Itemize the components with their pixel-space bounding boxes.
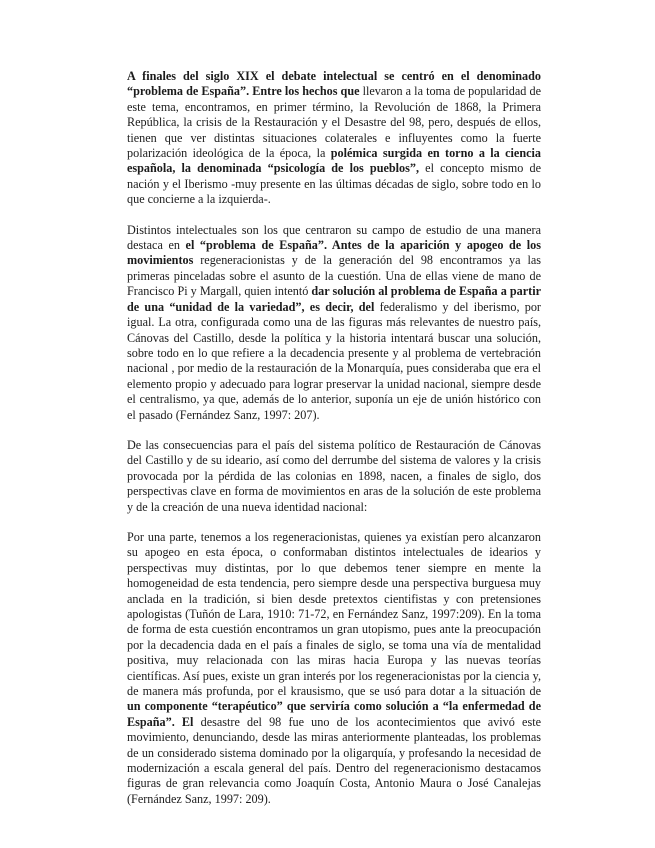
text-run-bold: dar solución al problema de España a partir de una “unidad de la variedad”, es decir, del <box>127 284 541 314</box>
text-run-bold: el “problema de España”. Antes de la aparición y apogeo de los movimientos <box>127 238 541 268</box>
paragraph <box>127 530 541 807</box>
text-run: llevaron a la toma de popularidad de este tema, encontramos, en primer término, la Revolución de 1868, la Primera República, la crisis de la Restauración y el Desastre del 98, pero, después de ellos, tienen que ver distintas situaciones colaterales e influyentes como la fuerte polarización ideológica de la época, la <box>127 84 541 161</box>
text-run-bold: A finales del siglo XIX el debate intelectual se centró en el denominado “problema de España”. Entre los hechos que <box>127 69 541 99</box>
document-text-block <box>127 69 541 807</box>
text-run: regeneracionistas y de la generación del 98 encontramos ya las primeras pinceladas sobre el asunto de la cuestión. Una de ellas viene de mano de Francisco Pi y Margall, quien intentó <box>127 253 541 299</box>
text-run: federalismo y del iberismo, por igual. La otra, configurada como una de las figuras más relevantes de nuestro país, Cánovas del Castillo, desde la política y la historia intentará buscar una solución, sobre todo en lo que refiere a la decadencia presente y al problema de vertebración nacional , por medio de la restauración de la Monarquía, pues consideraba que era el elemento propio y adecuado para lograr preservar la unidad nacional, siempre desde el centralismo, ya que, además de lo anterior, suponía un eje de unión histórico con el pasado (Fernández Sanz, 1997: 207). <box>127 299 541 422</box>
text-run: desastre del 98 fue uno de los acontecimientos que avivó este movimiento, denunciando, desde las miras anteriormente planteadas, los problemas de un considerado sistema dominado por la oligarquía, y profesando la necesidad de modernización a escala general del país. Dentro del regeneracionismo destacamos figuras de gran relevancia como Joaquín Costa, Antonio Maura o José Canalejas (Fernández Sanz, 1997: 209). <box>127 714 541 806</box>
paragraph <box>127 438 541 515</box>
text-run-bold: un componente “terapéutico” que serviría como solución a “la enfermedad de España”. El <box>127 699 541 729</box>
text-run: Distintos intelectuales son los que centraron su campo de estudio de una manera destaca en <box>127 222 541 253</box>
text-run: Por una parte, tenemos a los regeneracionistas, quienes ya existían pero alcanzaron su apogeo en esta época, o conformaban distintos intelectuales de idearios y perspectivas muy distintas, por lo que debemos tener siempre en mente la homogeneidad de esta tendencia, pero siempre desde una perspectiva burguesa muy anclada en la tradición, si bien desde pretextos cientifistas y con pretensiones apologistas (Tuñón de Lara, 1910: 71-72, en Fernández Sanz, 1997:209). En la toma de forma de esta cuestión encontramos un gran utopismo, pues ante la preocupación por la decadencia dada en el país a finales de siglo, se toma una vía de mentalidad positiva, muy relacionada con las miras hacia Europa y las nuevas teorías científicas. Así pues, existe un gran interés por los regeneracionistas por la ciencia y, de manera más profunda, por el krausismo, que se usó para dotar a la situación de <box>127 529 541 699</box>
text-run-bold: polémica surgida en torno a la ciencia española, la denominada “psicología de los pueblos”, <box>127 146 541 176</box>
text-run: el concepto mismo de nación y el Iberismo -muy presente en las últimas décadas de siglo, sobre todo en lo que concierne a la izquierda-. <box>127 161 541 207</box>
paragraph <box>127 69 541 208</box>
paragraph <box>127 223 541 423</box>
text-run: De las consecuencias para el país del sistema político de Restauración de Cánovas del Castillo y de su ideario, así como del derrumbe del sistema de valores y la crisis provocada por la pérdida de las colonias en 1898, nacen, a finales de siglo, dos perspectivas clave en forma de movimientos en aras de la solución de este problema y de la creación de una nueva identidad nacional: <box>127 437 541 514</box>
